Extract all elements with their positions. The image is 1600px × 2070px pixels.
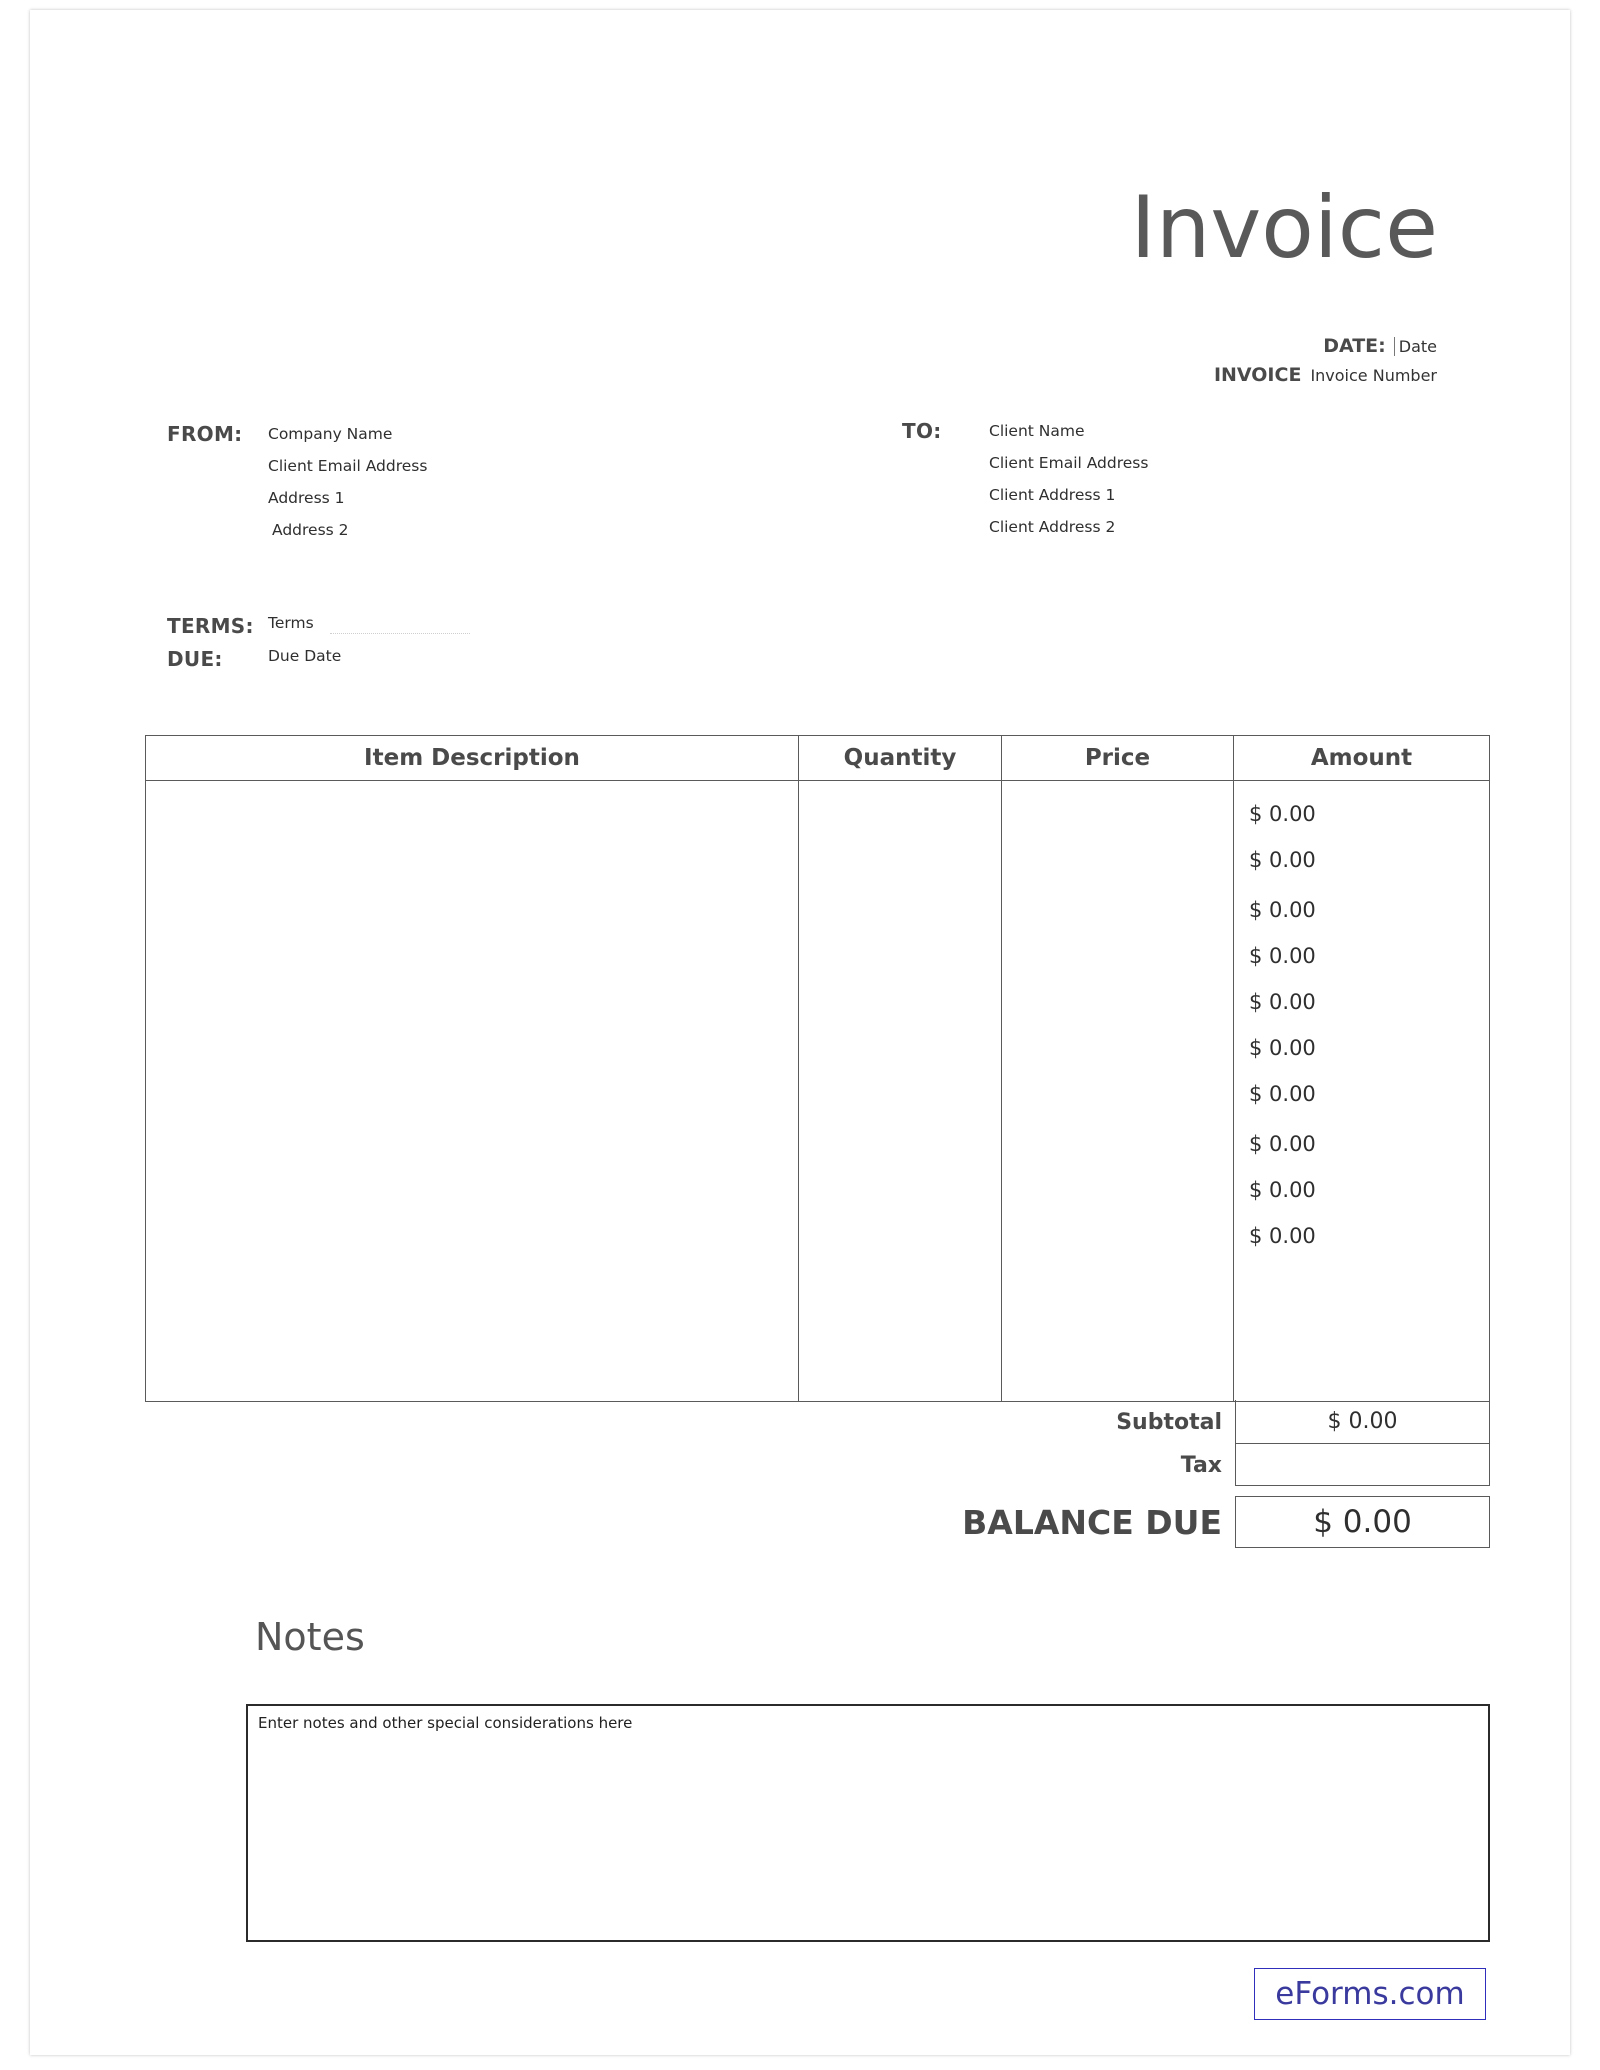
invoice-sheet — [30, 10, 1570, 2055]
terms-field[interactable]: Terms — [268, 614, 314, 632]
column-header-description: Item Description — [146, 736, 799, 780]
balance-due-value: $ 0.00 — [1235, 1496, 1490, 1548]
table-body — [146, 781, 1489, 1401]
amount-value: $ 0.00 — [1249, 944, 1316, 968]
invoice-number-field[interactable]: Invoice Number — [1310, 366, 1437, 385]
subtotal-value: $ 0.00 — [1235, 1400, 1490, 1444]
balance-due-row — [145, 1496, 1490, 1548]
amount-value: $ 0.00 — [1249, 1036, 1316, 1060]
tax-row — [145, 1444, 1490, 1486]
to-label: TO: — [902, 419, 942, 443]
notes-input[interactable] — [246, 1704, 1490, 1942]
amount-value: $ 0.00 — [1249, 802, 1316, 826]
from-line-4[interactable]: Address 2 — [272, 521, 349, 539]
subtotal-label: Subtotal — [1116, 1409, 1222, 1435]
amount-value: $ 0.00 — [1249, 1132, 1316, 1156]
column-header-price: Price — [1002, 736, 1234, 780]
to-line-2[interactable]: Client Email Address — [989, 454, 1149, 472]
to-line-4[interactable]: Client Address 2 — [989, 518, 1116, 536]
from-line-3[interactable]: Address 1 — [268, 489, 345, 507]
to-address-block — [989, 415, 1409, 543]
date-field[interactable]: Date — [1394, 337, 1437, 356]
amount-value: $ 0.00 — [1249, 990, 1316, 1014]
price-entry-area[interactable] — [1002, 781, 1234, 1401]
terms-label: TERMS: — [167, 614, 254, 638]
amount-column — [1234, 781, 1489, 1401]
invoice-number-label: INVOICE — [1213, 364, 1302, 386]
totals-section — [145, 1400, 1490, 1548]
invoice-number-row — [1017, 364, 1437, 386]
notes-placeholder: Enter notes and other special considerations here — [258, 1714, 633, 1732]
amount-value: $ 0.00 — [1249, 848, 1316, 872]
subtotal-row — [145, 1400, 1490, 1444]
due-label: DUE: — [167, 647, 223, 671]
tax-label: Tax — [1180, 1452, 1222, 1478]
date-label: DATE: — [1323, 335, 1386, 357]
column-header-quantity: Quantity — [799, 736, 1002, 780]
description-entry-area[interactable] — [146, 781, 799, 1401]
amount-value: $ 0.00 — [1249, 1082, 1316, 1106]
invoice-meta — [1017, 335, 1437, 393]
due-date-field[interactable]: Due Date — [268, 647, 342, 665]
to-line-1[interactable]: Client Name — [989, 422, 1085, 440]
from-address-block — [268, 418, 688, 546]
from-label: FROM: — [167, 422, 243, 446]
table-header-row — [146, 736, 1489, 781]
notes-heading: Notes — [255, 1615, 365, 1659]
line-items-table — [145, 735, 1490, 1402]
amount-value: $ 0.00 — [1249, 1224, 1316, 1248]
quantity-entry-area[interactable] — [799, 781, 1002, 1401]
terms-divider — [330, 633, 470, 635]
amount-value: $ 0.00 — [1249, 1178, 1316, 1202]
page-title: Invoice — [1130, 178, 1438, 278]
balance-due-label: BALANCE DUE — [962, 1502, 1222, 1542]
eforms-brand-badge[interactable]: eForms.com — [1254, 1968, 1486, 2020]
amount-value: $ 0.00 — [1249, 898, 1316, 922]
from-line-1[interactable]: Company Name — [268, 425, 393, 443]
from-line-2[interactable]: Client Email Address — [268, 457, 428, 475]
tax-value[interactable] — [1235, 1444, 1490, 1486]
date-row — [1017, 335, 1437, 357]
column-header-amount: Amount — [1310, 745, 1413, 771]
to-line-3[interactable]: Client Address 1 — [989, 486, 1116, 504]
